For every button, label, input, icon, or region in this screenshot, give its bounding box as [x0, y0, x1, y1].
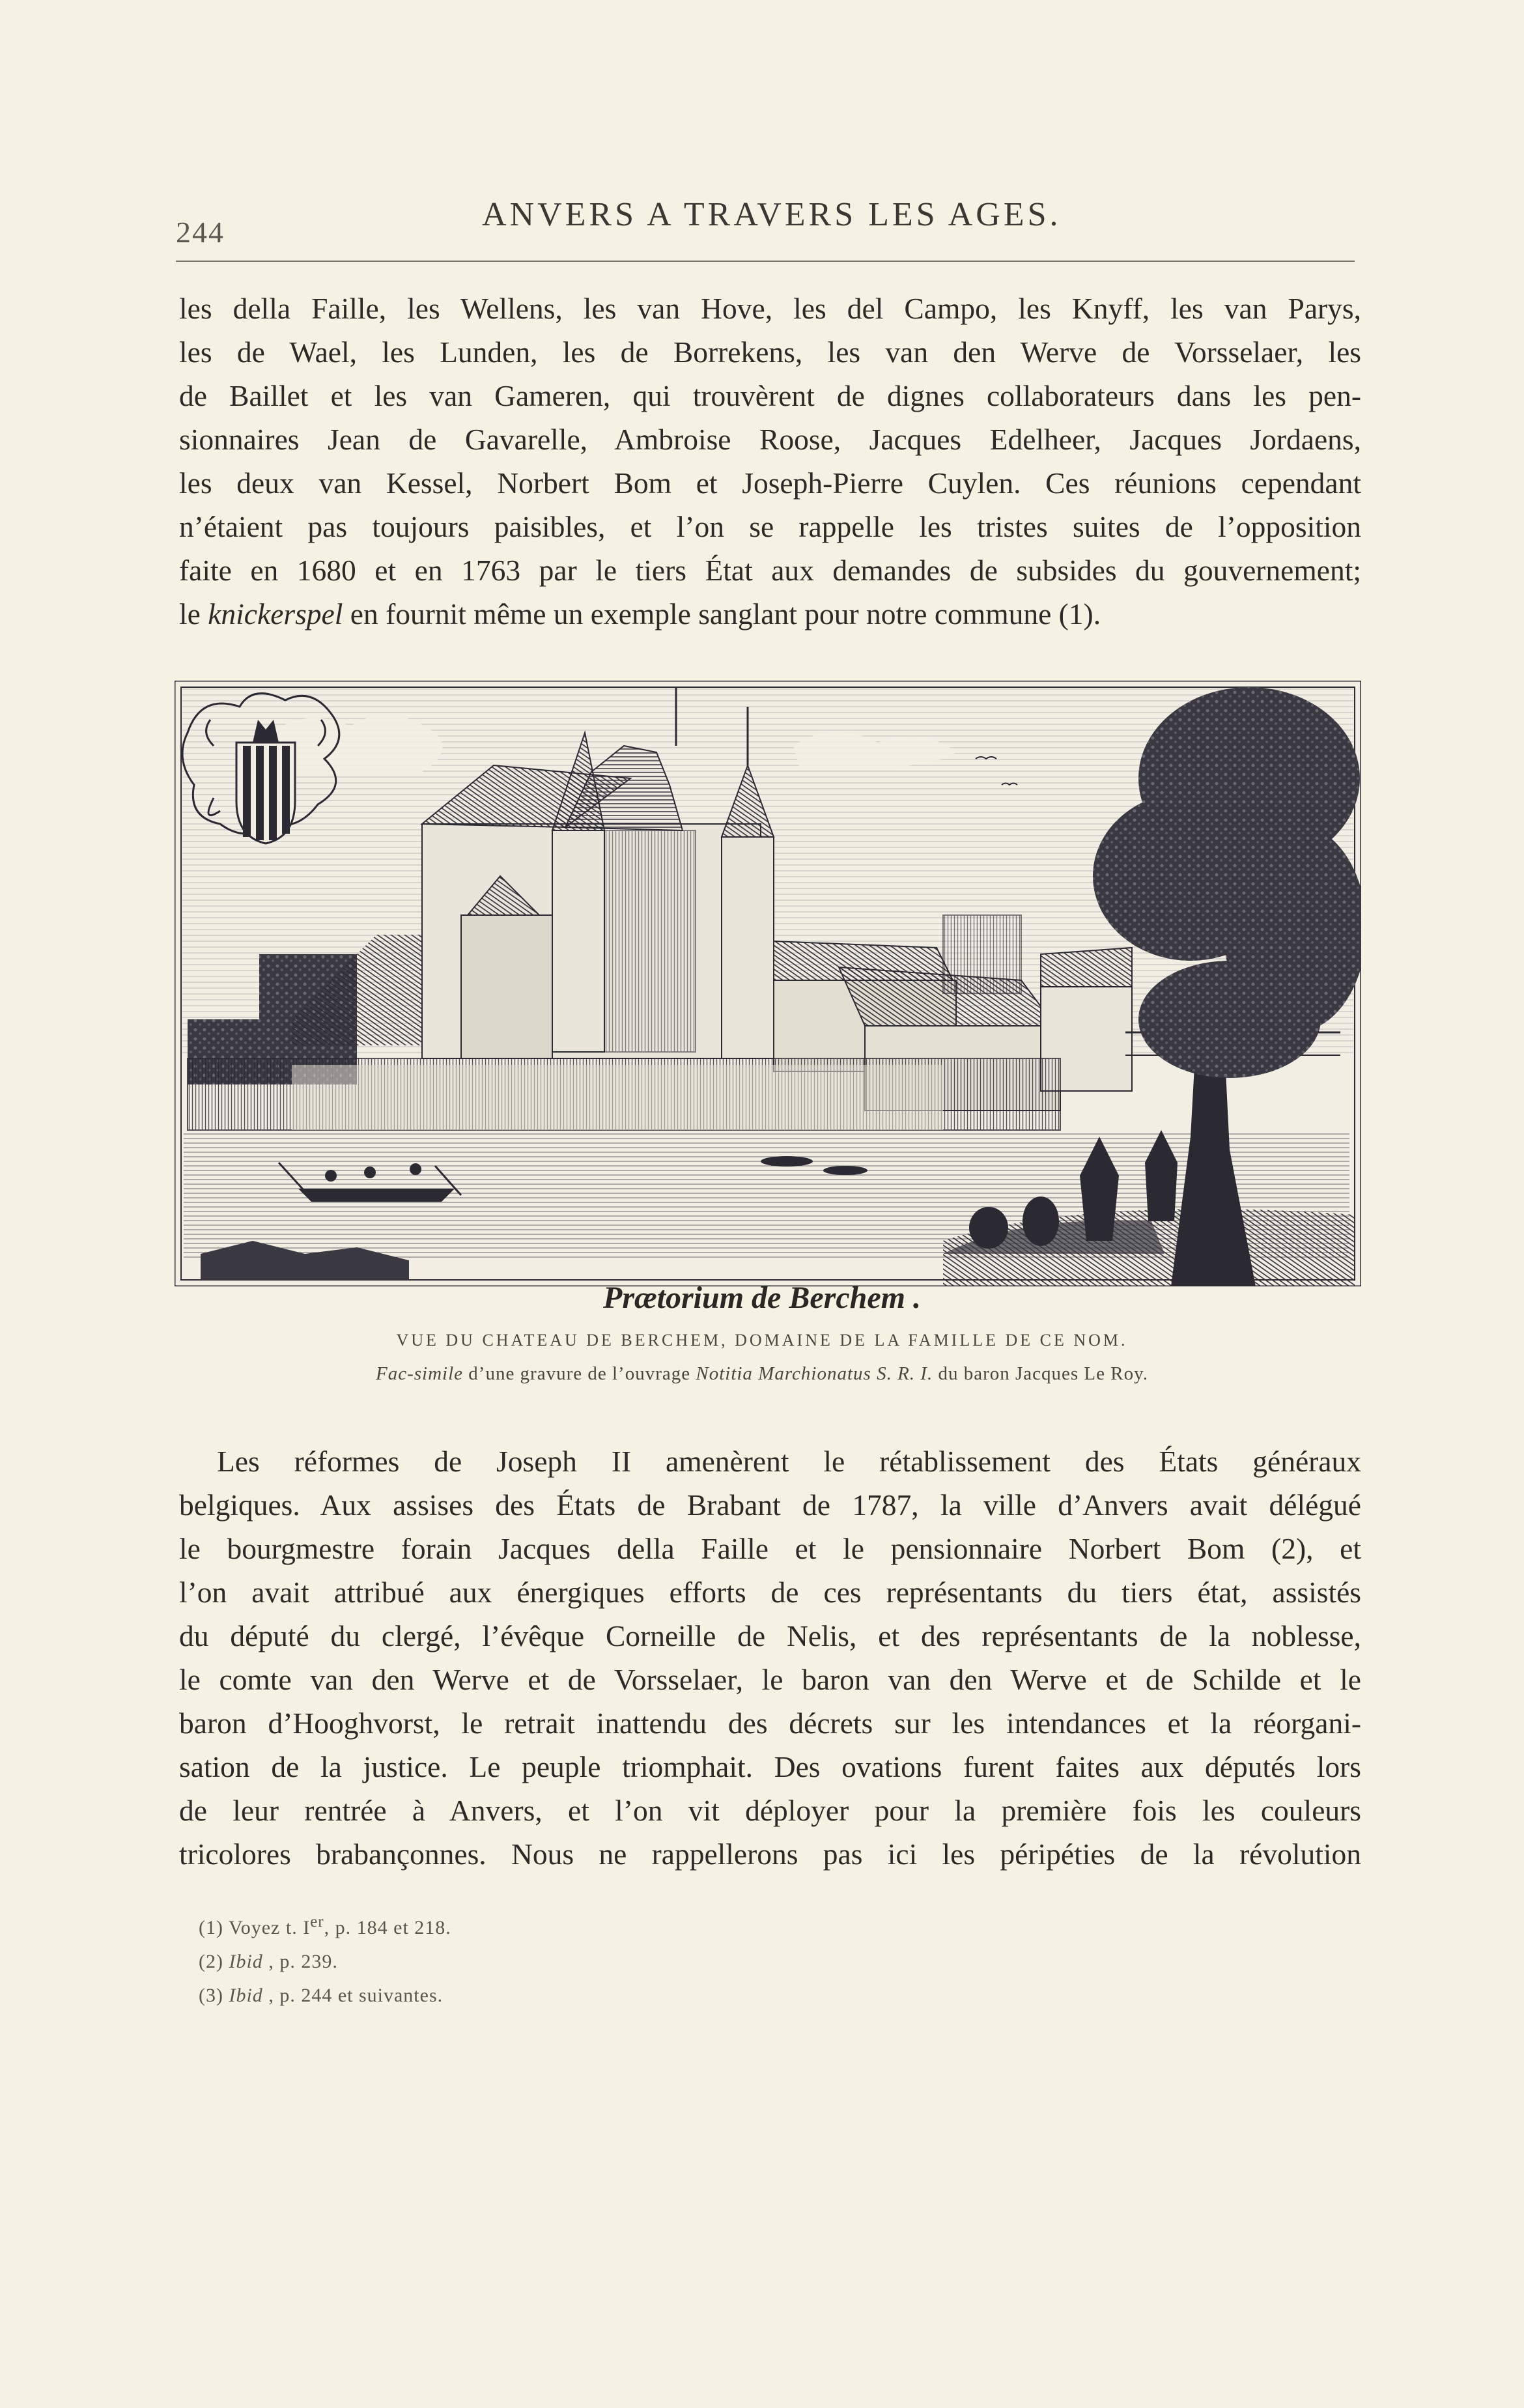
text-line: de leur rentrée à Anvers, et l’on vit déployer pour la première fois les couleurs	[179, 1794, 1361, 1827]
text-line: belgiques. Aux assises des États de Brabant de 1787, la ville d’Anvers avait délégué	[179, 1488, 1361, 1522]
text-line: les della Faille, les Wellens, les van Hove, les del Campo, les Knyff, les van Parys,	[179, 292, 1361, 325]
header-rule	[176, 261, 1355, 262]
text-line: les de Wael, les Lunden, les de Borrekens, les van den Werve de Vorsselaer, les	[179, 335, 1361, 369]
footnote: (2) Ibid , p. 239.	[199, 1951, 338, 1972]
figure-caption: VUE DU CHATEAU DE BERCHEM, DOMAINE DE LA FAMILLE DE CE NOM.	[396, 1331, 1128, 1350]
text-line: n’étaient pas toujours paisibles, et l’on se rappelle les tristes suites de l’opposition	[179, 510, 1361, 543]
text-line: baron d’Hooghvorst, le retrait inattendu des décrets sur les intendances et la réorgani-	[179, 1707, 1361, 1740]
footnote: (1) Voyez t. Ier, p. 184 et 218.	[199, 1913, 451, 1938]
running-head	[176, 195, 1355, 248]
running-title: ANVERS A TRAVERS LES AGES.	[482, 196, 1062, 233]
text-line: sation de la justice. Le peuple triomphait. Des ovations furent faites aux députés lors	[179, 1750, 1361, 1783]
text-line: les deux van Kessel, Norbert Bom et Joseph-Pierre Cuylen. Ces réunions cependant	[179, 466, 1361, 500]
text-line: du député du clergé, l’évêque Corneille de Nelis, et des représentants de la noblesse,	[179, 1619, 1361, 1652]
footnotes	[199, 1905, 785, 2013]
text-line: sionnaires Jean de Gavarelle, Ambroise Roose, Jacques Edelheer, Jacques Jordaens,	[179, 423, 1361, 456]
paragraph-1	[179, 287, 1361, 636]
castle-engraving	[175, 681, 1361, 1286]
footnote: (3) Ibid , p. 244 et suivantes.	[199, 1985, 444, 2006]
text-line: Les réformes de Joseph II amenèrent le rétablissement des États généraux	[217, 1445, 1361, 1478]
text-line: tricolores brabançonnes. Nous ne rappellerons pas ici les péripéties de la révolution	[179, 1837, 1361, 1871]
italic-term: knickerspel	[208, 597, 343, 630]
text-line: le knickerspel en fournit même un exemple sanglant pour notre commune (1).	[179, 597, 1101, 630]
figure-credit: Fac-simile d’une gravure de l’ouvrage Notitia Marchionatus S. R. I. du baron Jacques Le Roy.	[376, 1363, 1148, 1384]
plate-title: Prætorium de Berchem .	[603, 1281, 921, 1315]
text-line: l’on avait attribué aux énergiques efforts de ces représentants du tiers état, assistés	[179, 1576, 1361, 1609]
text-line: le comte van den Werve et de Vorsselaer, le baron van den Werve et de Schilde et le	[179, 1663, 1361, 1696]
text-line: faite en 1680 et en 1763 par le tiers État aux demandes de subsides du gouvernement;	[179, 554, 1361, 587]
paragraph-2	[179, 1439, 1361, 1876]
page-number: 244	[176, 216, 225, 249]
text-line: de Baillet et les van Gameren, qui trouvèrent de dignes collaborateurs dans les pen-	[179, 379, 1361, 412]
text-line: le bourgmestre forain Jacques della Faille et le pensionnaire Norbert Bom (2), et	[179, 1532, 1361, 1565]
